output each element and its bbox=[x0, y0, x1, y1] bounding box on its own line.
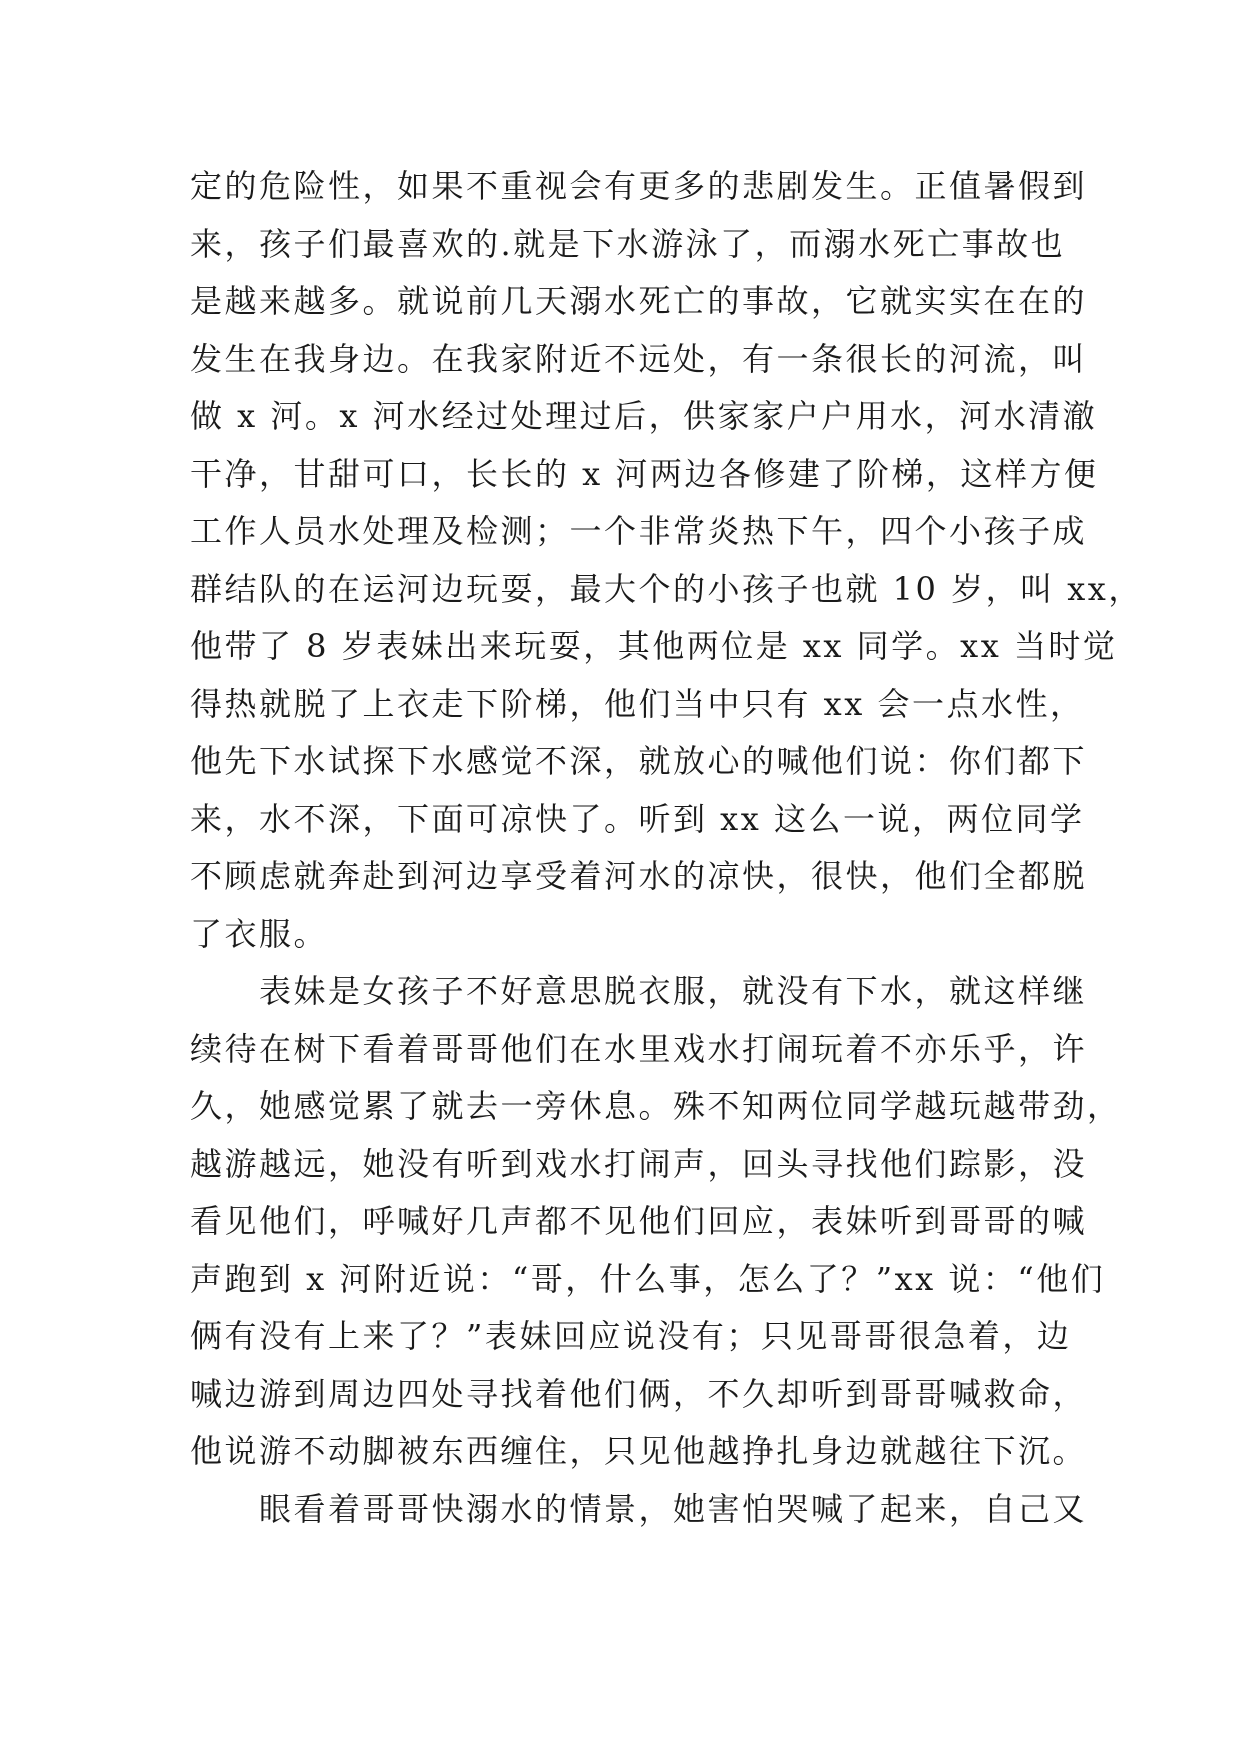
text-line: 久，她感觉累了就去一旁休息。殊不知两位同学越玩越带劲， bbox=[190, 1087, 1122, 1125]
text-line: 工作人员水处理及检测；一个非常炎热下午，四个小孩子成 bbox=[190, 512, 1088, 550]
text-line: 看见他们，呼喊好几声都不见他们回应，表妹听到哥哥的喊 bbox=[190, 1202, 1088, 1240]
text-line: 眼看着哥哥快溺水的情景，她害怕哭喊了起来，自己又 bbox=[190, 1489, 1088, 1528]
text-line: 发生在我身边。在我家附近不远处，有一条很长的河流，叫 bbox=[190, 339, 1088, 378]
text-line: 声跑到 x 河附近说：“哥，什么事，怎么了？”xx 说：“他们 bbox=[190, 1259, 1106, 1298]
paragraph-1 bbox=[190, 158, 1143, 963]
text-line: 俩有没有上来了？”表妹回应说没有；只见哥哥很急着，边 bbox=[190, 1317, 1072, 1355]
text-line: 了衣服。 bbox=[190, 914, 329, 953]
text-line: 是越来越多。就说前几天溺水死亡的事故，它就实实在在的 bbox=[190, 282, 1088, 320]
text-line: 不顾虑就奔赴到河边享受着河水的凉快，很快，他们全都脱 bbox=[190, 857, 1088, 895]
paragraph-2 bbox=[190, 963, 1122, 1481]
text-line: 他先下水试探下水感觉不深，就放心的喊他们说：你们都下 bbox=[190, 742, 1088, 780]
text-line: 他带了 8 岁表妹出来玩耍，其他两位是 xx 同学。xx 当时觉 bbox=[190, 627, 1118, 665]
text-line: 得热就脱了上衣走下阶梯，他们当中只有 xx 会一点水性， bbox=[190, 684, 1085, 723]
text-line: 来，孩子们最喜欢的.就是下水游泳了，而溺水死亡事故也 bbox=[190, 224, 1066, 263]
body-text bbox=[190, 158, 1143, 1538]
text-line: 做 x 河。x 河水经过处理过后，供家家户户用水，河水清澈 bbox=[190, 397, 1098, 435]
paragraph-3 bbox=[190, 1481, 1088, 1539]
text-line: 定的危险性，如果不重视会有更多的悲剧发生。正值暑假到 bbox=[190, 167, 1088, 205]
text-line: 续待在树下看着哥哥他们在水里戏水打闹玩着不亦乐乎，许 bbox=[190, 1029, 1088, 1068]
text-line: 干净，甘甜可口，长长的 x 河两边各修建了阶梯，这样方便 bbox=[190, 454, 1099, 493]
text-line: 他说游不动脚被东西缠住，只见他越挣扎身边就越往下沉。 bbox=[190, 1432, 1088, 1470]
text-line: 表妹是女孩子不好意思脱衣服，就没有下水，就这样继 bbox=[190, 972, 1088, 1010]
text-line: 喊边游到周边四处寻找着他们俩，不久却听到哥哥喊救命， bbox=[190, 1374, 1088, 1413]
text-line: 越游越远，她没有听到戏水打闹声，回头寻找他们踪影，没 bbox=[190, 1144, 1088, 1183]
text-line: 来，水不深，下面可凉快了。听到 xx 这么一说，两位同学 bbox=[190, 799, 1085, 838]
text-line: 群结队的在运河边玩耍，最大个的小孩子也就 10 岁，叫 xx， bbox=[190, 569, 1143, 608]
